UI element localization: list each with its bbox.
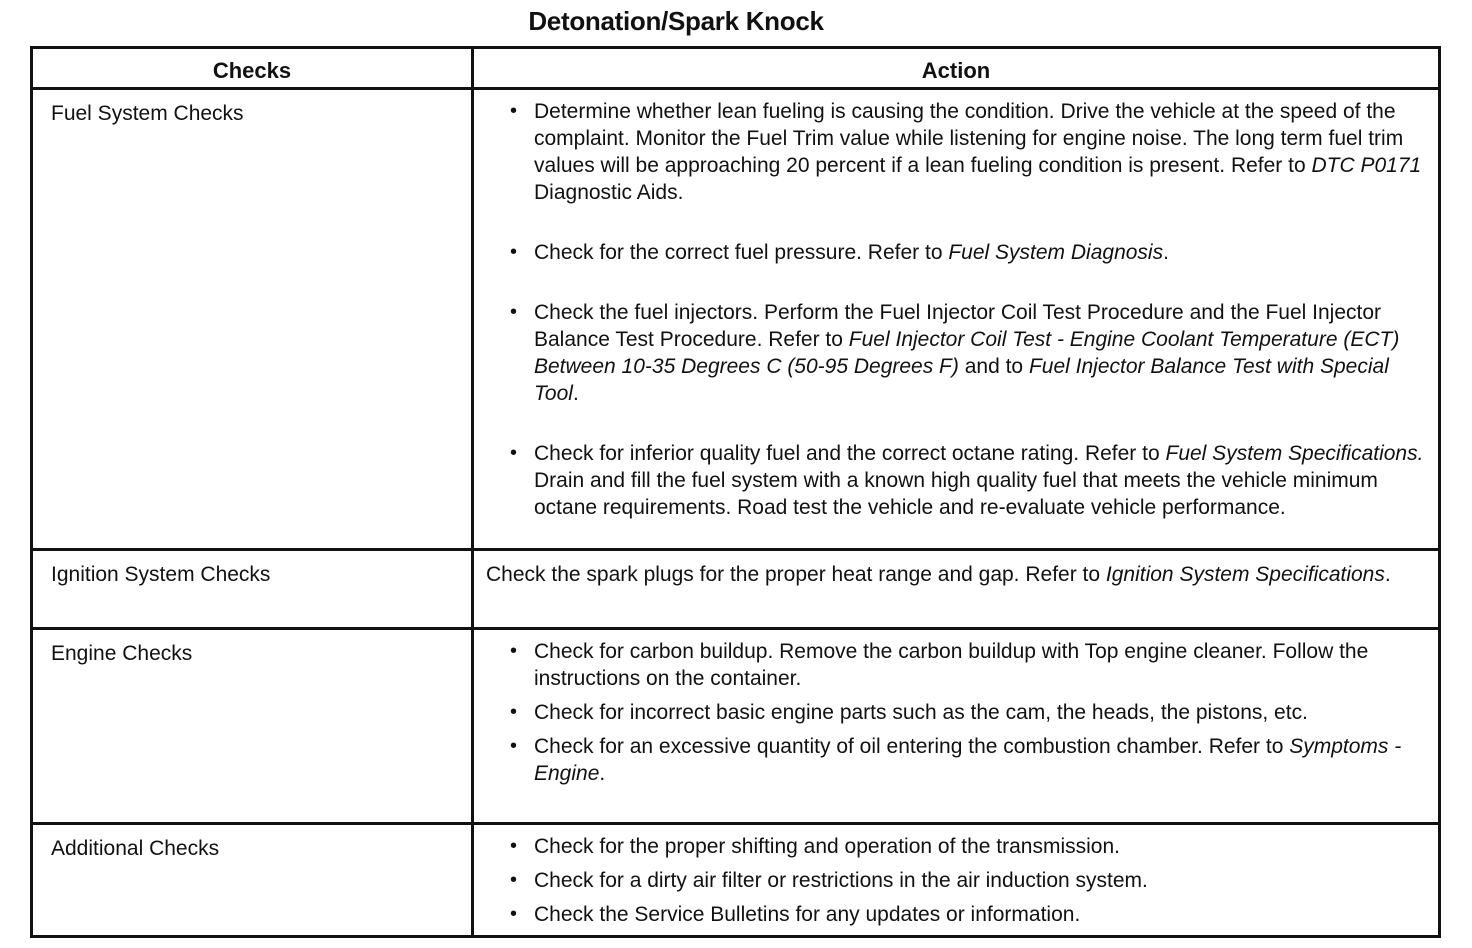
list-item: • Check for an excessive quantity of oil entering the combustion chamber. Refer to Symptoms - Engine. [510, 733, 1424, 787]
list-item: • Check for a dirty air filter or restrictions in the air induction system. [510, 867, 1424, 894]
diagnostic-table [30, 46, 1441, 938]
engine-action-list [486, 638, 1424, 787]
table-row-fuel-system [32, 89, 1440, 550]
fuel-action-list [486, 98, 1424, 521]
additional-action-list [486, 833, 1424, 928]
list-item: • Check for inferior quality fuel and the correct octane rating. Refer to Fuel System Specifications. Drain and fill the fuel system with a known high quality fuel that meets the vehicle minimum octane requirements. Road test the vehicle and re-evaluate vehicle performance. [510, 440, 1424, 521]
table-row-additional [32, 824, 1440, 937]
reference-link: Symptoms - Engine [534, 735, 1402, 785]
checks-column-header: Checks [32, 48, 473, 89]
check-label-additional: Additional Checks [32, 824, 473, 937]
action-cell-additional [473, 824, 1440, 937]
reference-link: DTC P0171 [1311, 154, 1422, 177]
check-label-fuel-system: Fuel System Checks [32, 89, 473, 550]
page-title: Detonation/Spark Knock [528, 6, 824, 36]
table-row-ignition-system [32, 550, 1440, 629]
table-row-engine [32, 629, 1440, 824]
reference-link: Fuel System Diagnosis [948, 241, 1164, 264]
list-item: • Check the Service Bulletins for any updates or information. [510, 901, 1424, 928]
list-item: • Check for the proper shifting and operation of the transmission. [510, 833, 1424, 860]
list-item: • Determine whether lean fueling is causing the condition. Drive the vehicle at the speed of the complaint. Monitor the Fuel Trim value while listening for engine noise. The long term fuel trim values will be approaching 20 percent if a lean fueling condition is present. Refer to DTC P0171 Diagnostic Aids. [510, 98, 1424, 206]
action-column-header: Action [473, 48, 1440, 89]
reference-link: Ignition System Specifications [1105, 563, 1385, 586]
list-item: • Check for carbon buildup. Remove the carbon buildup with Top engine cleaner. Follow the instructions on the container. [510, 638, 1424, 692]
reference-link: Fuel Injector Balance Test with Special Tool [534, 355, 1389, 405]
check-label-ignition-system: Ignition System Checks [32, 550, 473, 629]
reference-link: Fuel System Specifications. [1165, 442, 1424, 465]
table-header-row [32, 48, 1440, 89]
list-item: • Check for incorrect basic engine parts such as the cam, the heads, the pistons, etc. [510, 699, 1424, 726]
action-cell-fuel-system [473, 89, 1440, 550]
action-cell-engine [473, 629, 1440, 824]
reference-link: Fuel Injector Coil Test - Engine Coolant Temperature (ECT) Between 10-35 Degrees C (50-95 Degrees F) [534, 328, 1400, 378]
list-item: • Check the fuel injectors. Perform the Fuel Injector Coil Test Procedure and the Fuel Injector Balance Test Procedure. Refer to Fuel Injector Coil Test - Engine Coolant Temperature (ECT) Between 10-35 Degrees C (50-95 Degrees F) and to Fuel Injector Balance Test with Special Tool. [510, 299, 1424, 407]
list-item: • Check for the correct fuel pressure. Refer to Fuel System Diagnosis. [510, 239, 1424, 266]
check-label-engine: Engine Checks [32, 629, 473, 824]
action-cell-ignition-system: Check the spark plugs for the proper heat range and gap. Refer to Ignition System Specifications. [473, 550, 1440, 629]
